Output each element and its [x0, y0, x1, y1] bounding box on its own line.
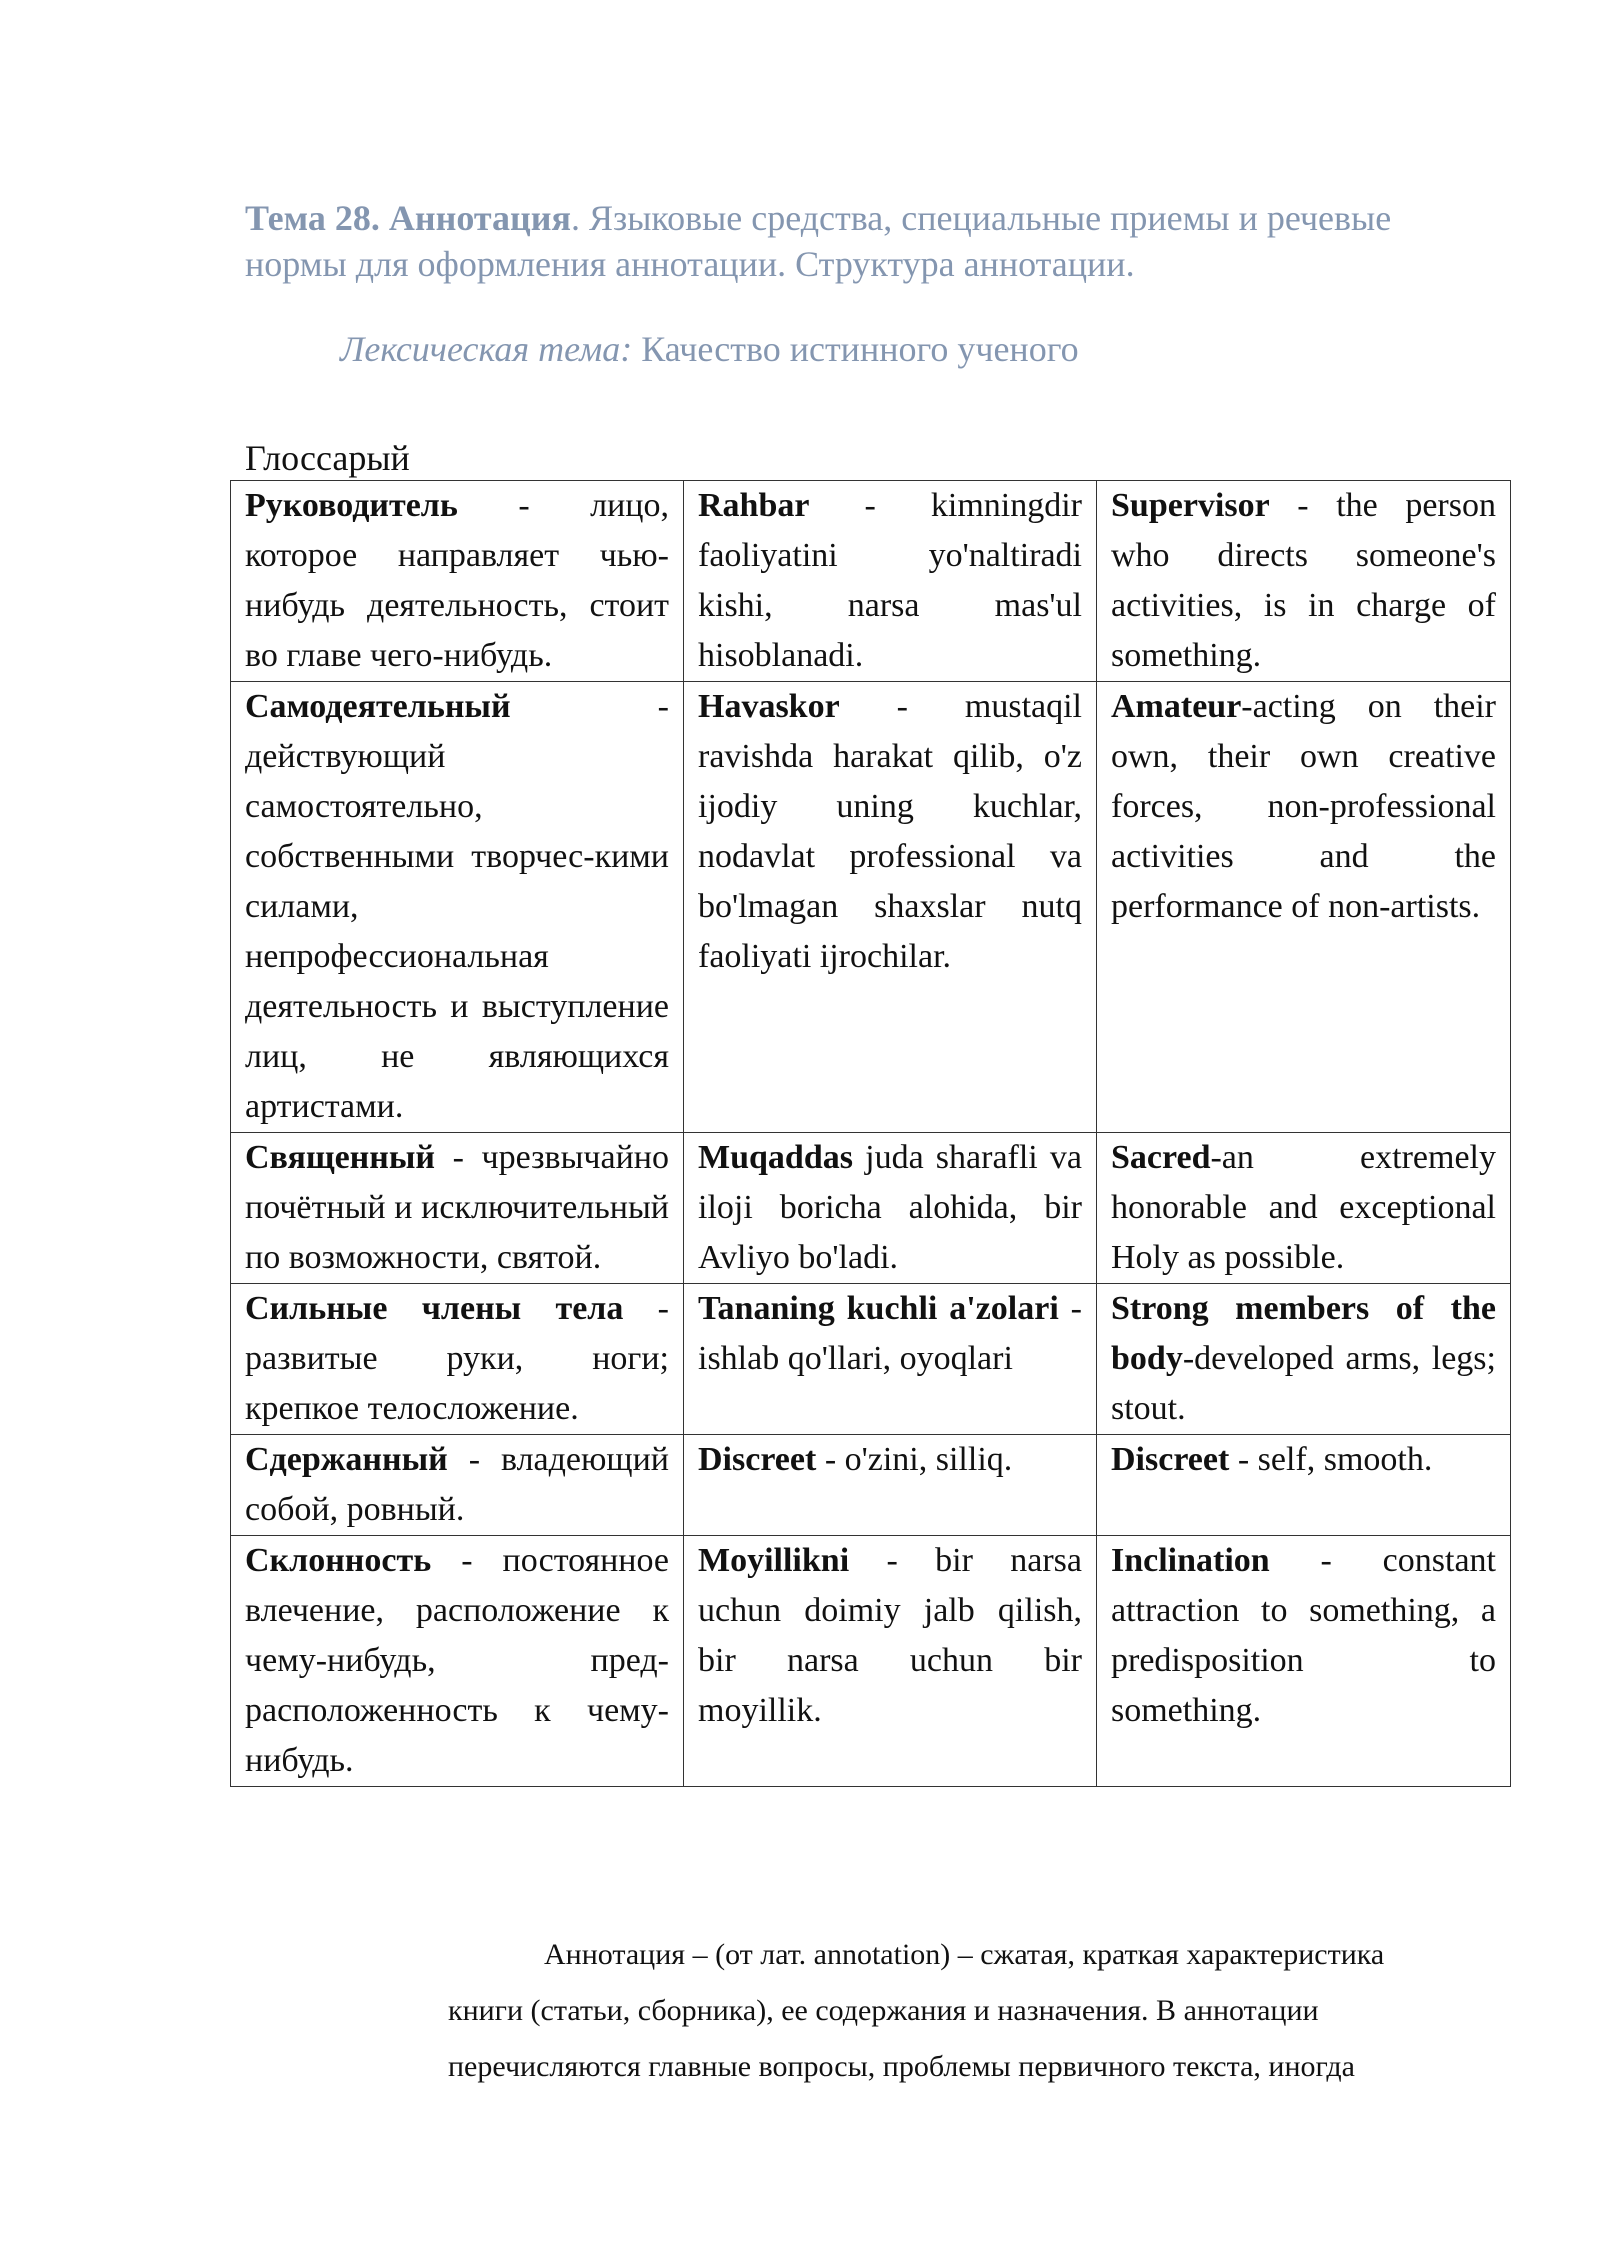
russian-cell: [231, 1284, 684, 1435]
title-bold: Тема 28. Аннотация: [245, 198, 571, 238]
glossary-row: [231, 1284, 1511, 1435]
definition: - o'zini, silliq.: [816, 1441, 1013, 1478]
term: Inclination: [1111, 1542, 1270, 1579]
glossary-table: [230, 480, 1511, 1787]
definition: -an extremely honorable and exceptional Holy as possible.: [1111, 1139, 1496, 1276]
term: Muqaddas: [698, 1139, 853, 1176]
russian-cell: [231, 1133, 684, 1284]
definition: -developed arms, legs; stout.: [1111, 1340, 1496, 1427]
definition: - развитые руки, ноги; крепкое телосложение.: [245, 1290, 669, 1427]
term: Strong members of the body: [1111, 1290, 1496, 1377]
uzbek-cell: [684, 1536, 1097, 1787]
term: Sacred: [1111, 1139, 1211, 1176]
term: Amateur: [1111, 688, 1242, 725]
uzbek-cell: [684, 1284, 1097, 1435]
term: Havaskor: [698, 688, 840, 725]
term: Rahbar: [698, 487, 810, 524]
term: Руководитель: [245, 487, 458, 524]
definition: - self, smooth.: [1229, 1441, 1433, 1478]
uzbek-cell: [684, 1435, 1097, 1536]
term: Самодеятельный: [245, 688, 511, 725]
russian-cell: [231, 481, 684, 682]
english-cell: [1097, 1435, 1511, 1536]
term: Discreet: [698, 1441, 817, 1478]
term: Moyillikni: [698, 1542, 850, 1579]
definition: - чрезвычайно почётный и исключительный по возможности, святой.: [245, 1139, 669, 1276]
glossary-row: [231, 481, 1511, 682]
russian-cell: [231, 1435, 684, 1536]
lexical-topic: [340, 326, 1340, 372]
annotation-paragraph: [448, 1927, 1498, 2095]
definition: - ishlab qo'llari, oyoqlari: [698, 1290, 1082, 1377]
definition: - kimningdir faoliyatini yo'naltiradi kishi, narsa mas'ul hisoblanadi.: [698, 487, 1082, 674]
title-rest: . Языковые средства, специальные приемы и речевые нормы для оформления аннотации. Структура аннотации.: [245, 198, 1392, 284]
definition: - bir narsa uchun doimiy jalb qilish, bir narsa uchun bir moyillik.: [698, 1542, 1082, 1729]
glossary-row: [231, 1435, 1511, 1536]
term: Склонность: [245, 1542, 432, 1579]
definition: - действующий самостоятельно, собственными творчес-кими силами, непрофессиональная деятельность и выступление лиц, не являющихся артистами.: [245, 688, 669, 1125]
term: Tananing kuchli a'zolari: [698, 1290, 1059, 1327]
definition: - лицо, которое направляет чью-нибудь деятельность, стоит во главе чего-нибудь.: [245, 487, 669, 674]
definition: -acting on their own, their own creative forces, non-professional activities and the performance of non-artists.: [1111, 688, 1496, 925]
term: Сдержанный: [245, 1441, 448, 1478]
term: Discreet: [1111, 1441, 1230, 1478]
uzbek-cell: [684, 481, 1097, 682]
glossary-label: Глоссарый: [245, 438, 410, 478]
glossary-row: [231, 1536, 1511, 1787]
russian-cell: [231, 682, 684, 1133]
term: Supervisor: [1111, 487, 1270, 524]
page-title: [245, 195, 1485, 287]
definition: - constant attraction to something, a predisposition to something.: [1111, 1542, 1496, 1729]
paragraph-line: перечисляются главные вопросы, проблемы первичного текста, иногда: [448, 2050, 1355, 2083]
definition: - владеющий собой, ровный.: [245, 1441, 669, 1528]
definition: juda sharafli va iloji boricha alohida, bir Avliyo bo'ladi.: [698, 1139, 1082, 1276]
uzbek-cell: [684, 1133, 1097, 1284]
english-cell: [1097, 481, 1511, 682]
english-cell: [1097, 1133, 1511, 1284]
english-cell: [1097, 682, 1511, 1133]
uzbek-cell: [684, 682, 1097, 1133]
paragraph-line: Аннотация – (от лат. annotation) – сжатая, краткая характеристика: [544, 1938, 1385, 1971]
english-cell: [1097, 1536, 1511, 1787]
definition: - mustaqil ravishda harakat qilib, o'z ijodiy uning kuchlar, nodavlat professional va bo'lmagan shaxslar nutq faoliyati ijrochilar.: [698, 688, 1082, 975]
english-cell: [1097, 1284, 1511, 1435]
glossary-row: [231, 1133, 1511, 1284]
lexical-label: Лексическая тема:: [340, 329, 633, 369]
definition: - the person who directs someone's activities, is in charge of something.: [1111, 487, 1496, 674]
term: Священный: [245, 1139, 435, 1176]
russian-cell: [231, 1536, 684, 1787]
glossary-row: [231, 682, 1511, 1133]
paragraph-line: книги (статьи, сборника), ее содержания и назначения. В аннотации: [448, 1994, 1319, 2027]
lexical-topic-text: Качество истинного ученого: [632, 329, 1079, 369]
definition: - постоянное влечение, расположение к чему-нибудь, пред-расположенность к чему-нибудь.: [245, 1542, 669, 1779]
term: Сильные члены тела: [245, 1290, 624, 1327]
